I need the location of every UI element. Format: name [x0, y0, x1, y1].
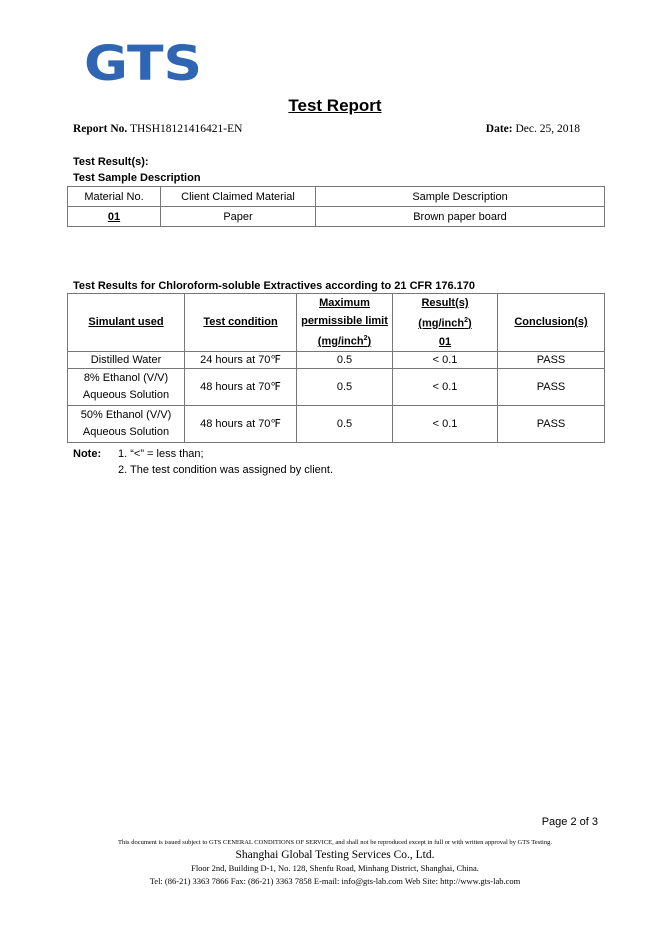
table-cell: < 0.1 — [393, 405, 498, 442]
table-cell: 50% Ethanol (V/V) Aqueous Solution — [68, 405, 185, 442]
report-date — [486, 123, 580, 135]
page-number: Page 2 of 3 — [541, 816, 598, 828]
note-line: 1. “<” = less than; — [118, 448, 204, 460]
note-line: 2. The test condition was assigned by client. — [118, 464, 334, 476]
table-row — [68, 405, 605, 442]
col-header-limit: Maximum permissible limit (mg/inch$^2$) — [297, 294, 393, 352]
footer — [0, 838, 670, 888]
table-cell: 24 hours at 70℉ — [185, 351, 297, 368]
col-header-result: Result(s) (mg/inch$^2$) 01 — [393, 294, 498, 352]
extractives-heading: Test Results for Chloroform-soluble Extractives according to 21 CFR 176.170 — [73, 280, 476, 292]
table-cell: PASS — [498, 405, 605, 442]
footer-contact: Tel: (86-21) 3363 7866 Fax: (86-21) 3363 7858 E-mail: info@gts-lab.com Web Site: http://www.gts-lab.com — [149, 876, 521, 886]
table-cell: Brown paper board — [316, 207, 605, 227]
report-number — [73, 123, 242, 135]
gts-logo-text: GTS — [84, 40, 202, 84]
table-cell: < 0.1 — [393, 368, 498, 405]
report-no-value: THSH18121416421-EN — [129, 123, 243, 135]
report-info — [73, 123, 580, 135]
table-cell: 48 hours at 70℉ — [185, 405, 297, 442]
col-header-condition: Test condition — [185, 294, 297, 352]
table-row — [68, 207, 605, 227]
page-title: Test Report — [288, 96, 382, 115]
table-header-row — [68, 187, 605, 207]
gts-logo — [84, 40, 204, 84]
table-cell: Paper — [161, 207, 316, 227]
sample-table — [67, 186, 605, 227]
note-label: Note: — [73, 448, 102, 460]
sample-heading: Test Sample Description — [73, 172, 201, 184]
table-cell: < 0.1 — [393, 351, 498, 368]
col-header: Sample Description — [316, 187, 605, 207]
table-cell: 0.5 — [297, 351, 393, 368]
report-no-label: Report No. — [73, 123, 128, 135]
table-cell: PASS — [498, 368, 605, 405]
col-header: Material No. — [68, 187, 161, 207]
footer-address: Floor 2nd, Building D-1, No. 128, Shenfu Road, Minhang District, Shanghai, China. — [191, 863, 479, 873]
date-label: Date: — [485, 123, 513, 135]
results-table — [67, 293, 605, 443]
results-heading: Test Result(s): — [73, 156, 149, 168]
table-cell: Distilled Water — [68, 351, 185, 368]
table-cell: 0.5 — [297, 368, 393, 405]
note — [73, 446, 333, 478]
table-row — [68, 351, 605, 368]
col-header-conclusion: Conclusion(s) — [498, 294, 605, 352]
table-row — [68, 368, 605, 405]
table-cell: 01 — [68, 207, 161, 227]
date-value: Dec. 25, 2018 — [515, 123, 580, 135]
table-cell: PASS — [498, 351, 605, 368]
footer-disclaimer: This document is issued subject to GTS CENERAL CONDITIONS OF SERVICE, and shall not be reproduced except in full or with written approval by GTS Testing. — [118, 839, 552, 846]
footer-company: Shanghai Global Testing Services Co., Ltd. — [235, 849, 435, 861]
table-cell: 48 hours at 70℉ — [185, 368, 297, 405]
table-header-row — [68, 294, 605, 352]
table-cell: 0.5 — [297, 405, 393, 442]
table-cell: 8% Ethanol (V/V) Aqueous Solution — [68, 368, 185, 405]
col-header-simulant: Simulant used — [68, 294, 185, 352]
col-header: Client Claimed Material — [161, 187, 316, 207]
